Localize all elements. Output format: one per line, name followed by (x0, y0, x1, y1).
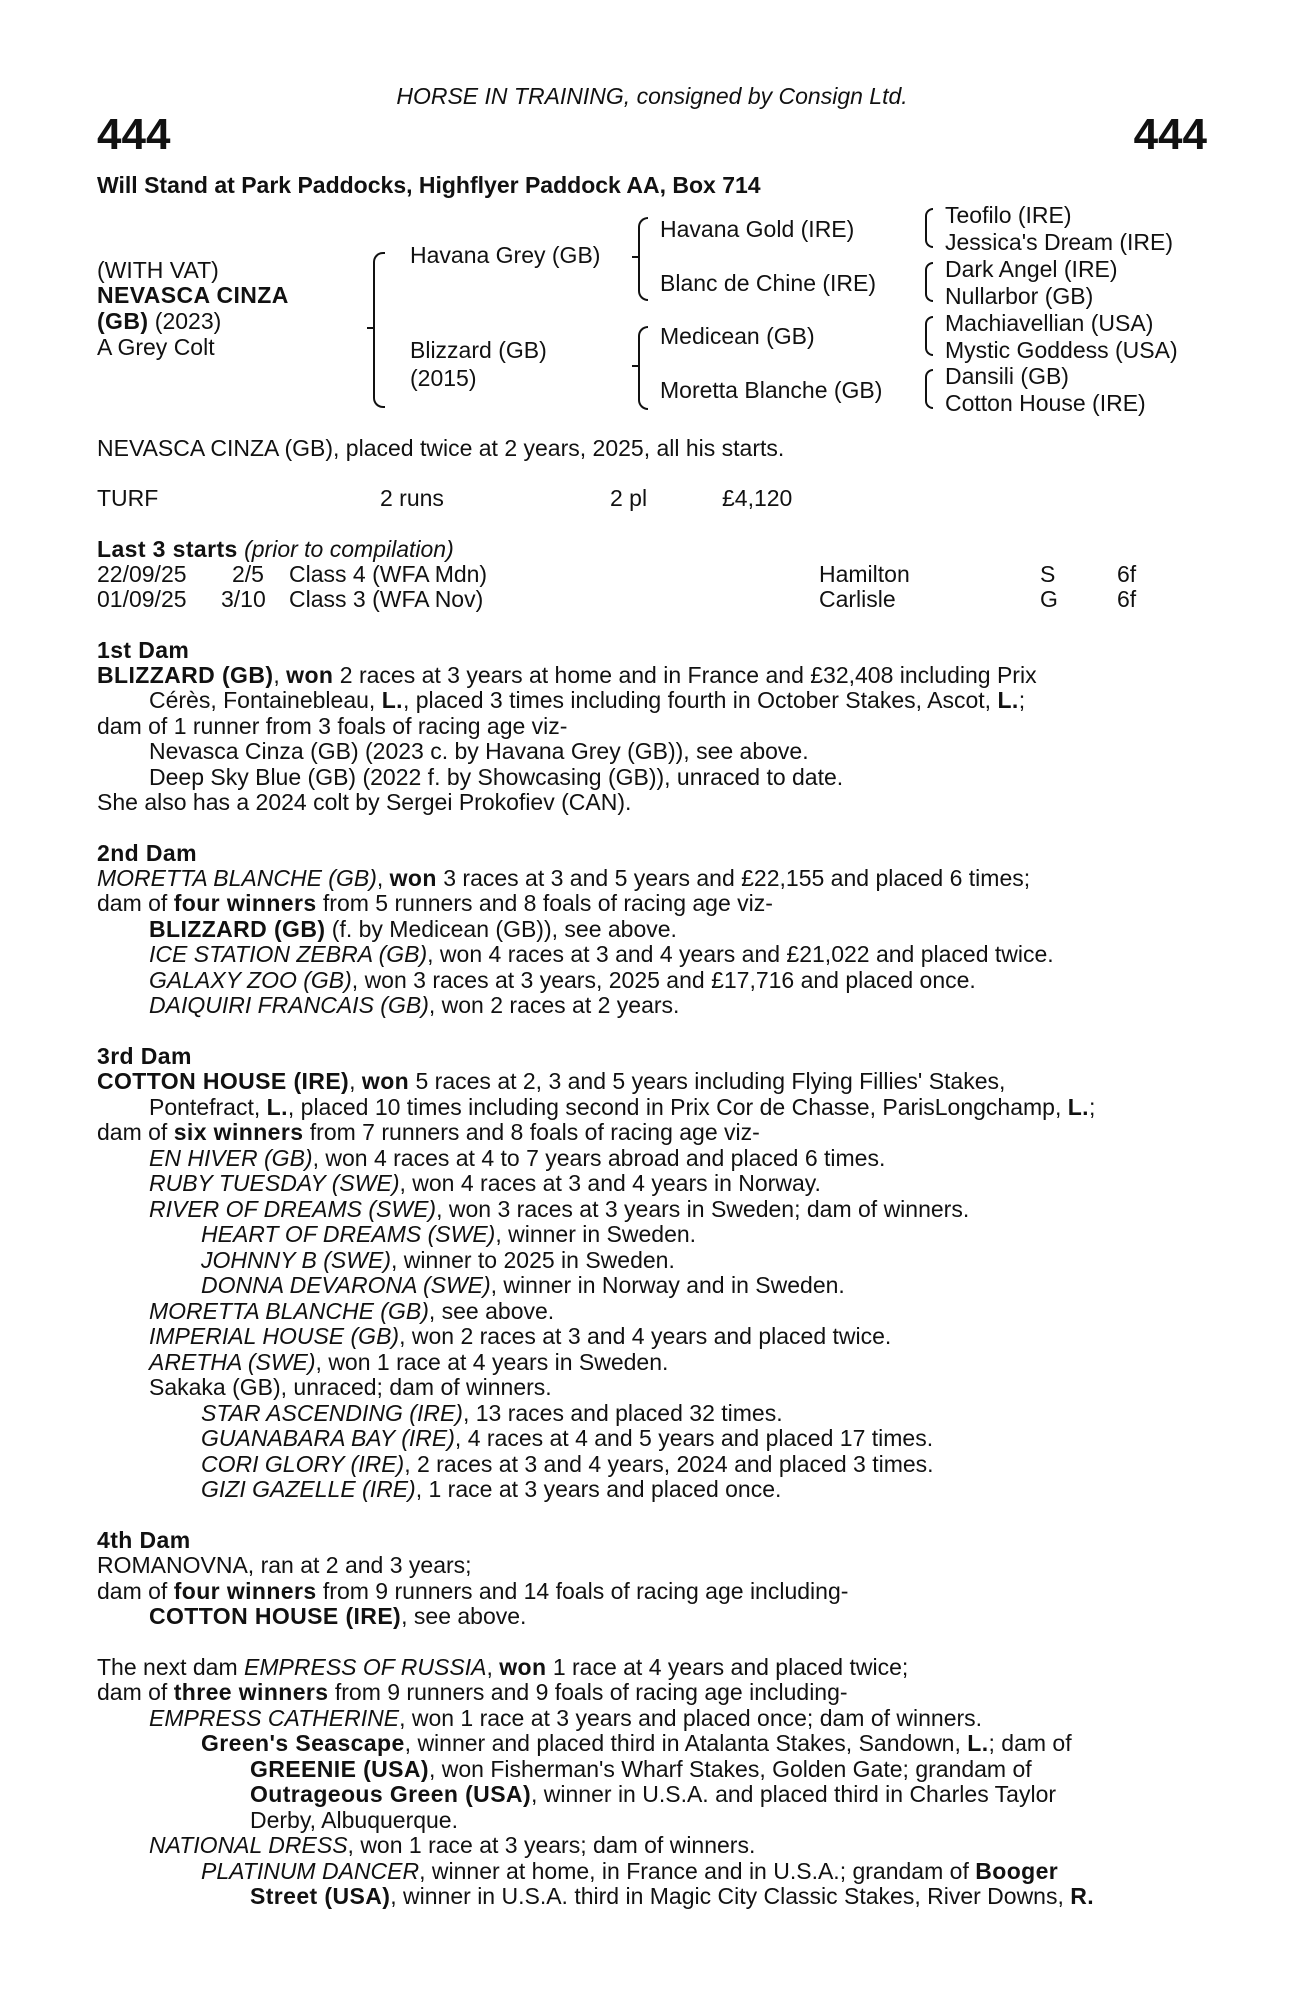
horse-origin-year (97, 309, 221, 335)
dam-sire: Medicean (GB) (660, 323, 815, 349)
next-dam-progeny-2: NATIONAL DRESS, won 1 race at 3 years; dam of winners. (149, 1832, 756, 1858)
consignment-line: HORSE IN TRAINING, consigned by Consign Ltd. (396, 83, 908, 109)
start-1-going: S (1040, 561, 1056, 587)
next-dam-progeny-1: EMPRESS CATHERINE, won 1 race at 3 years and placed once; dam of winners. (149, 1705, 983, 1731)
pedigree-brace-2b-tick (632, 365, 640, 367)
fourth-dam-name-line: ROMANOVNA, ran at 2 and 3 years; (97, 1552, 472, 1578)
third-dam-grandprogeny-3a: HEART OF DREAMS (SWE), winner in Sweden. (201, 1221, 697, 1247)
first-dam-line-1: BLIZZARD (GB), won 2 races at 3 years at home and in France and £32,408 including Prix (97, 662, 1037, 688)
start-1-distance: 6f (1117, 561, 1137, 587)
third-dam-grandprogeny-3b: JOHNNY B (SWE), winner to 2025 in Sweden. (201, 1247, 675, 1273)
stand-location: Will Stand at Park Paddocks, Highflyer Paddock AA, Box 714 (97, 172, 761, 198)
start-2-going: G (1040, 586, 1058, 612)
first-dam-also: She also has a 2024 colt by Sergei Prokofiev (CAN). (97, 789, 632, 815)
dam-dam: Moretta Blanche (GB) (660, 377, 883, 403)
pedigree-brace-3a (925, 208, 933, 248)
pedigree-brace-2b (638, 326, 648, 410)
next-dam-dam-of: dam of three winners from 9 runners and 9 foals of racing age including- (97, 1679, 848, 1705)
great-grandsire-1: Teofilo (IRE) (945, 202, 1072, 228)
sire-sire: Havana Gold (IRE) (660, 216, 855, 242)
last-starts-title: Last 3 starts (prior to compilation) (97, 536, 454, 562)
third-dam-grandprogeny-7c: CORI GLORY (IRE), 2 races at 3 and 4 years, 2024 and placed 3 times. (201, 1451, 934, 1477)
record-placed: 2 pl (610, 485, 648, 511)
third-dam-grandprogeny-7b: GUANABARA BAY (IRE), 4 races at 4 and 5 years and placed 17 times. (201, 1425, 934, 1451)
sire-dam: Blanc de Chine (IRE) (660, 270, 877, 296)
third-dam-line-2: Pontefract, L., placed 10 times including second in Prix Cor de Chasse, ParisLongchamp, L.; (149, 1094, 1096, 1120)
third-dam-heading: 3rd Dam (97, 1043, 192, 1069)
start-1-position: 2/5 (232, 561, 264, 587)
second-dam-progeny-3: GALAXY ZOO (GB), won 3 races at 3 years, 2025 and £17,716 and placed once. (149, 967, 976, 993)
second-dam-heading: 2nd Dam (97, 840, 197, 866)
horse-country: (GB) (97, 308, 149, 334)
start-2-distance: 6f (1117, 586, 1137, 612)
pedigree-brace-1 (373, 252, 385, 408)
second-dam-line-1: MORETTA BLANCHE (GB), won 3 races at 3 and 5 years and £22,155 and placed 6 times; (97, 865, 1031, 891)
third-dam-progeny-3: RIVER OF DREAMS (SWE), won 3 races at 3 years in Sweden; dam of winners. (149, 1196, 970, 1222)
third-dam-grandprogeny-7d: GIZI GAZELLE (IRE), 1 race at 3 years and placed once. (201, 1476, 782, 1502)
first-dam-heading: 1st Dam (97, 637, 190, 663)
next-dam-grandprogeny-1d: Derby, Albuquerque. (250, 1807, 458, 1833)
third-dam-dam-of: dam of six winners from 7 runners and 8 foals of racing age viz- (97, 1119, 760, 1145)
great-grandsire-2: Dark Angel (IRE) (945, 256, 1118, 282)
third-dam-progeny-2: RUBY TUESDAY (SWE), won 4 races at 3 and 4 years in Norway. (149, 1170, 821, 1196)
next-dam-grandprogeny-1a: Green's Seascape, winner and placed third in Atalanta Stakes, Sandown, L.; dam of (201, 1730, 1072, 1756)
start-2-date: 01/09/25 (97, 586, 187, 612)
record-earnings: £4,120 (722, 485, 793, 511)
third-dam-progeny-7: Sakaka (GB), unraced; dam of winners. (149, 1374, 552, 1400)
horse-description: A Grey Colt (97, 334, 215, 360)
first-dam-progeny-1: Nevasca Cinza (GB) (2023 c. by Havana Grey (GB)), see above. (149, 738, 809, 764)
second-dam-dam-of: dam of four winners from 5 runners and 8 foals of racing age viz- (97, 890, 773, 916)
start-1-date: 22/09/25 (97, 561, 187, 587)
fourth-dam-dam-of: dam of four winners from 9 runners and 14 foals of racing age including- (97, 1578, 849, 1604)
horse-year: (2023) (148, 308, 222, 334)
great-granddam-3: Mystic Goddess (USA) (945, 337, 1178, 363)
start-1-race: Class 4 (WFA Mdn) (289, 561, 488, 587)
third-dam-progeny-1: EN HIVER (GB), won 4 races at 4 to 7 years abroad and placed 6 times. (149, 1145, 886, 1171)
lot-number-left: 444 (97, 110, 171, 159)
next-dam-line-1: The next dam EMPRESS OF RUSSIA, won 1 race at 4 years and placed twice; (97, 1654, 909, 1680)
start-2-position: 3/10 (221, 586, 266, 612)
second-dam-progeny-2: ICE STATION ZEBRA (GB), won 4 races at 3 and 4 years and £21,022 and placed twice. (149, 941, 1054, 967)
catalogue-page (97, 0, 1207, 2000)
dam-year: (2015) (410, 365, 477, 391)
vat-note: (WITH VAT) (97, 257, 219, 283)
record-surface: TURF (97, 485, 159, 511)
pedigree-brace-2a-tick (632, 256, 640, 258)
start-2-race: Class 3 (WFA Nov) (289, 586, 484, 612)
pedigree-brace-3c (925, 316, 933, 356)
pedigree-brace-3b (925, 262, 933, 302)
great-granddam-2: Nullarbor (GB) (945, 283, 1094, 309)
race-summary: NEVASCA CINZA (GB), placed twice at 2 years, 2025, all his starts. (97, 435, 785, 461)
second-dam-progeny-4: DAIQUIRI FRANCAIS (GB), won 2 races at 2 years. (149, 992, 680, 1018)
start-2-course: Carlisle (819, 586, 896, 612)
great-grandsire-4: Dansili (GB) (945, 363, 1069, 389)
lot-number-right: 444 (1133, 110, 1207, 159)
third-dam-progeny-5: IMPERIAL HOUSE (GB), won 2 races at 3 and 4 years and placed twice. (149, 1323, 892, 1349)
third-dam-grandprogeny-7a: STAR ASCENDING (IRE), 13 races and placed 32 times. (201, 1400, 783, 1426)
sire: Havana Grey (GB) (410, 242, 601, 268)
record-runs: 2 runs (380, 485, 444, 511)
pedigree-brace-2a (638, 217, 648, 301)
first-dam-line-2: Cérès, Fontainebleau, L., placed 3 times including fourth in October Stakes, Ascot, L.; (149, 687, 1026, 713)
dam: Blizzard (GB) (410, 337, 547, 363)
great-grandsire-3: Machiavellian (USA) (945, 310, 1154, 336)
great-granddam-4: Cotton House (IRE) (945, 390, 1146, 416)
pedigree-brace-3d (925, 369, 933, 409)
first-dam-progeny-2: Deep Sky Blue (GB) (2022 f. by Showcasing (GB)), unraced to date. (149, 764, 844, 790)
third-dam-progeny-4: MORETTA BLANCHE (GB), see above. (149, 1298, 555, 1324)
fourth-dam-heading: 4th Dam (97, 1527, 191, 1553)
great-granddam-1: Jessica's Dream (IRE) (945, 229, 1174, 255)
start-1-course: Hamilton (819, 561, 910, 587)
third-dam-progeny-6: ARETHA (SWE), won 1 race at 4 years in Sweden. (149, 1349, 669, 1375)
pedigree-brace-1-tick (367, 327, 375, 329)
next-dam-grandprogeny-2b: Street (USA), winner in U.S.A. third in Magic City Classic Stakes, River Downs, R. (250, 1883, 1095, 1909)
horse-name: NEVASCA CINZA (97, 282, 289, 308)
third-dam-line-1: COTTON HOUSE (IRE), won 5 races at 2, 3 and 5 years including Flying Fillies' Stakes, (97, 1068, 1006, 1094)
third-dam-grandprogeny-3c: DONNA DEVARONA (SWE), winner in Norway and in Sweden. (201, 1272, 845, 1298)
first-dam-dam-of: dam of 1 runner from 3 foals of racing age viz- (97, 713, 568, 739)
next-dam-grandprogeny-1b: GREENIE (USA), won Fisherman's Wharf Stakes, Golden Gate; grandam of (250, 1756, 1032, 1782)
next-dam-grandprogeny-1c: Outrageous Green (USA), winner in U.S.A. and placed third in Charles Taylor (250, 1781, 1057, 1807)
fourth-dam-progeny-1: COTTON HOUSE (IRE), see above. (149, 1603, 527, 1629)
second-dam-progeny-1: BLIZZARD (GB) (f. by Medicean (GB)), see above. (149, 916, 677, 942)
next-dam-grandprogeny-2a: PLATINUM DANCER, winner at home, in France and in U.S.A.; grandam of Booger (201, 1858, 1059, 1884)
